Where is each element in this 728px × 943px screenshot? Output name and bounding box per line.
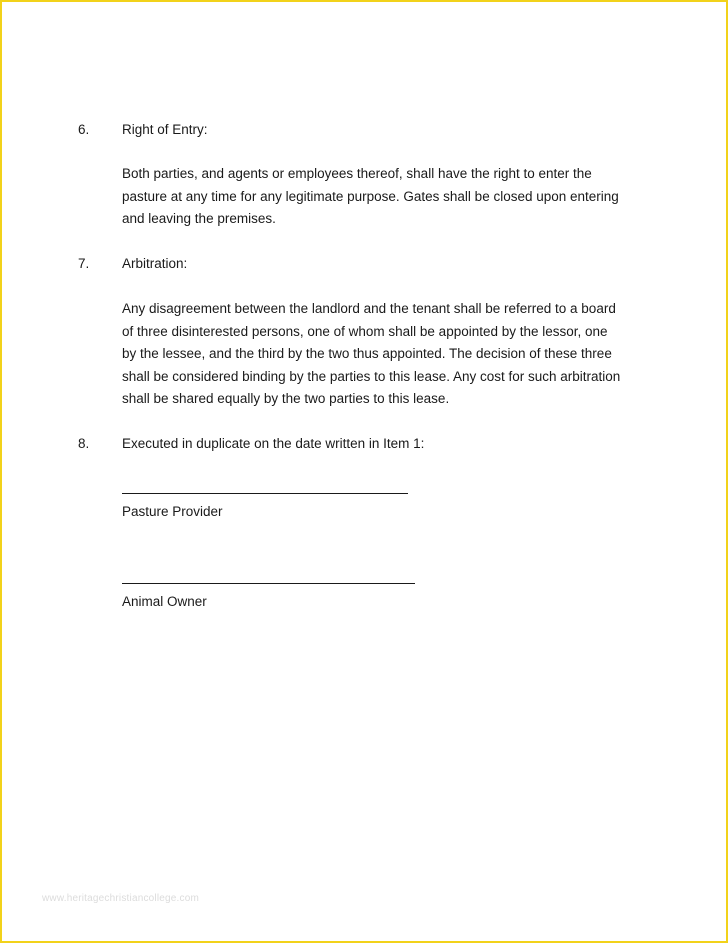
section-heading: Right of Entry:	[122, 122, 208, 137]
paragraph-line: Both parties, and agents or employees thereof, shall have the right to enter the	[122, 166, 592, 181]
signature-line	[122, 493, 408, 494]
signature-line	[122, 583, 415, 584]
paragraph-line: of three disinterested persons, one of whom shall be appointed by the lessor, one	[122, 323, 608, 339]
section-number: 6.	[78, 122, 90, 137]
paragraph-line: pasture at any time for any legitimate purpose. Gates shall be closed upon entering	[122, 188, 619, 204]
section-body	[122, 163, 662, 231]
paragraph-line: Any disagreement between the landlord and the tenant shall be referred to a board	[122, 301, 616, 316]
section-number: 7.	[78, 256, 90, 271]
watermark-text: www.heritagechristiancollege.com	[42, 893, 200, 904]
section-heading: Executed in duplicate on the date written in Item 1:	[122, 436, 425, 451]
section-number: 8.	[78, 436, 90, 451]
section-heading: Arbitration:	[122, 256, 188, 271]
section-body	[122, 298, 662, 411]
signature-label-pasture-provider: Pasture Provider	[122, 504, 223, 519]
paragraph-line: shall be shared equally by the two parties to this lease.	[122, 391, 450, 406]
paragraph-line: by the lessee, and the third by the two thus appointed. The decision of these three	[122, 346, 612, 361]
paragraph-line: shall be considered binding by the parties to this lease. Any cost for such arbitration	[122, 368, 621, 384]
signature-label-animal-owner: Animal Owner	[122, 594, 207, 609]
paragraph-line: and leaving the premises.	[122, 211, 276, 226]
